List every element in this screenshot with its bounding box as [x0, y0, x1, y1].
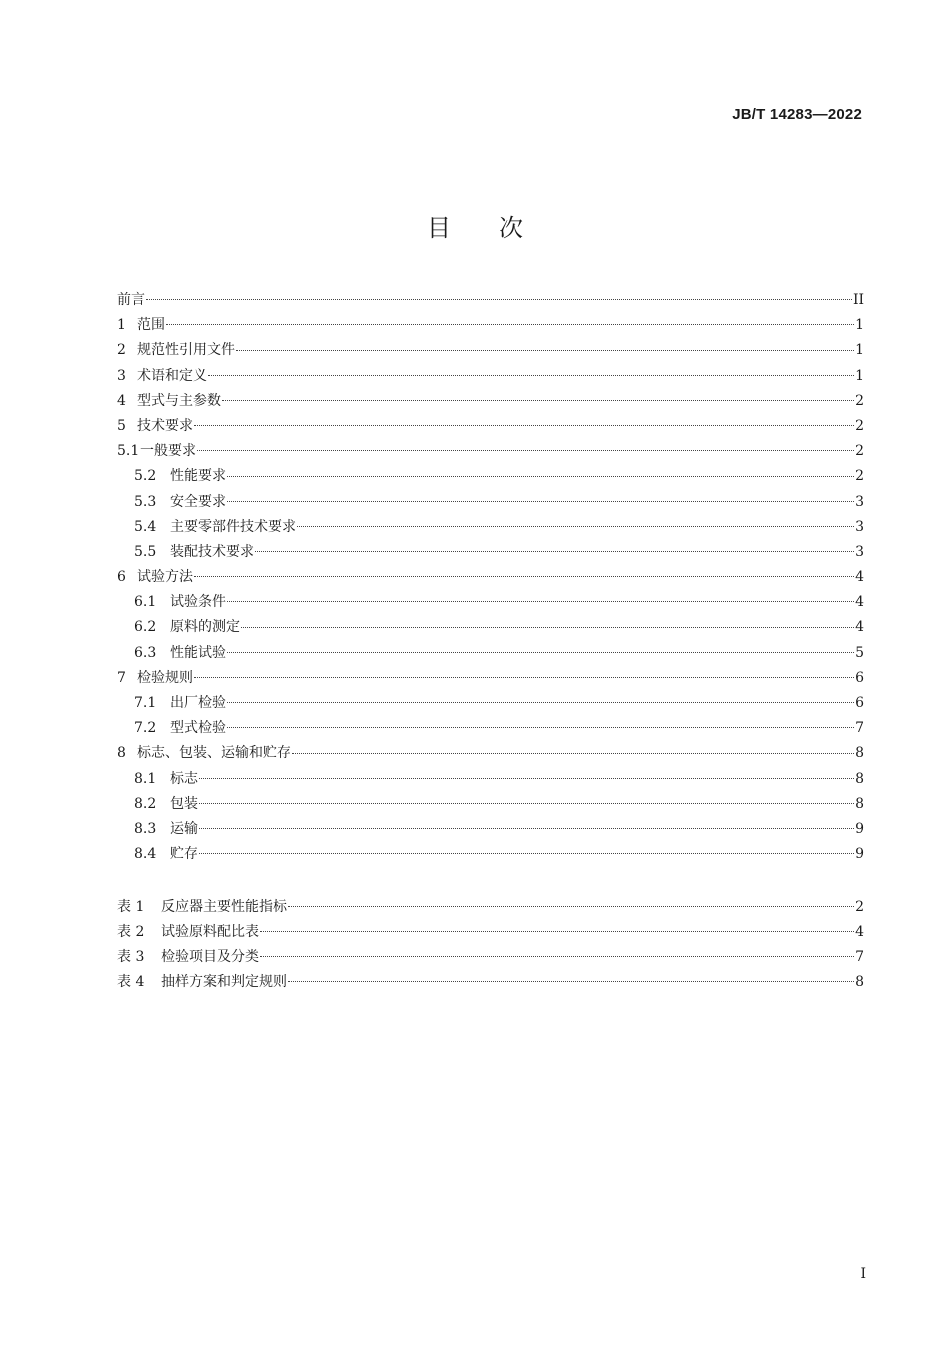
toc-entry-number: 6	[117, 569, 126, 586]
toc-entry-title: 范围	[137, 317, 165, 334]
toc-entry[interactable]	[117, 364, 864, 389]
toc-entry-page: 2	[855, 392, 864, 409]
dot-leader	[297, 525, 854, 527]
dot-leader	[227, 500, 854, 502]
toc-entry-number: 表 4	[117, 974, 145, 990]
dot-leader	[199, 802, 854, 804]
toc-entry-number: 1	[117, 317, 126, 334]
toc-entry-number: 表 3	[117, 949, 145, 965]
dot-leader	[208, 374, 854, 376]
toc-entry[interactable]	[117, 970, 864, 995]
toc-entry[interactable]	[117, 641, 864, 666]
toc-entry-title: 安全要求	[170, 493, 226, 510]
toc-entry-page: 6	[855, 669, 864, 686]
toc-entry[interactable]	[117, 515, 864, 540]
page-number: I	[860, 1266, 866, 1282]
toc-entry-number: 8.3	[134, 820, 157, 837]
toc-entry-number: 7.1	[134, 695, 157, 711]
toc-entry-page: 2	[855, 899, 864, 915]
toc-entry-title: 出厂检验	[170, 695, 226, 711]
table-list	[117, 895, 864, 995]
dot-leader	[199, 827, 854, 829]
toc-entry[interactable]	[117, 792, 864, 817]
toc-entry-page: 1	[855, 317, 864, 334]
toc-entry-title: 标志、包装、运输和贮存	[137, 745, 291, 762]
toc-entry-title: 性能试验	[170, 644, 226, 661]
dot-leader	[241, 626, 854, 628]
toc-entry[interactable]	[117, 817, 864, 842]
toc-entry[interactable]	[117, 490, 864, 515]
toc-entry[interactable]	[117, 338, 864, 363]
dot-leader	[260, 930, 854, 932]
dot-leader	[288, 980, 854, 982]
toc-entry-number: 6.3	[134, 644, 157, 661]
toc-entry-title: 一般要求	[140, 443, 196, 460]
toc-entry-title: 原料的测定	[170, 619, 240, 636]
toc-entry[interactable]	[117, 590, 864, 615]
toc-entry-title: 装配技术要求	[170, 543, 254, 560]
toc-entry-number: 8.4	[134, 846, 157, 863]
toc-entry[interactable]	[117, 716, 864, 741]
toc-entry-number: 5	[117, 417, 126, 434]
toc-entry-title: 标志	[170, 770, 198, 787]
dot-leader	[227, 600, 854, 602]
toc-entry-title: 包装	[170, 795, 198, 812]
toc-entry-page: 2	[855, 417, 864, 434]
toc-entry-title: 试验条件	[170, 594, 226, 611]
toc-entry-title: 术语和定义	[137, 367, 207, 384]
toc-entry[interactable]	[117, 464, 864, 489]
toc-entry-number: 表 2	[117, 924, 145, 940]
toc-entry-page: 3	[855, 493, 864, 510]
toc-entry-number: 5.2	[134, 468, 157, 485]
toc-entry[interactable]	[117, 439, 864, 464]
toc-entry[interactable]	[117, 920, 864, 945]
toc-entry-number: 7.2	[134, 720, 157, 737]
toc-entry-number: 4	[117, 392, 126, 409]
toc-entry-page: 2	[855, 443, 864, 460]
toc-entry[interactable]	[117, 615, 864, 640]
dot-leader	[199, 852, 854, 854]
dot-leader	[292, 752, 854, 754]
dot-leader	[146, 298, 852, 300]
toc-entry-number: 3	[117, 367, 126, 384]
toc-entry-page: 9	[855, 820, 864, 837]
toc-entry-page: 4	[855, 594, 864, 611]
toc-entry[interactable]	[117, 945, 864, 970]
toc-entry-title: 检验规则	[137, 669, 193, 686]
toc-entry-page: 7	[855, 720, 864, 737]
dot-leader	[194, 575, 854, 577]
toc-entry-title: 贮存	[170, 846, 198, 863]
toc-entry-page: 3	[855, 518, 864, 535]
toc-entry-title: 试验原料配比表	[161, 924, 259, 940]
toc-entry-number: 表 1	[117, 899, 145, 915]
toc-entry-page: 8	[855, 974, 864, 990]
toc-entry[interactable]	[117, 691, 864, 716]
toc-entry-page: 4	[855, 619, 864, 636]
dot-leader	[194, 676, 854, 678]
toc-entry-title: 主要零部件技术要求	[170, 518, 296, 535]
toc-entry-page: 9	[855, 846, 864, 863]
toc-entry[interactable]	[117, 741, 864, 766]
toc-list	[117, 288, 864, 867]
toc-entry-number: 6.1	[134, 594, 157, 611]
toc-entry-number: 5.5	[134, 543, 157, 560]
toc-entry-title: 型式与主参数	[137, 392, 221, 409]
dot-leader	[222, 399, 854, 401]
standard-number: JB/T 14283—2022	[732, 106, 862, 123]
toc-entry-number: 8.1	[134, 770, 157, 787]
toc-entry-title: 性能要求	[170, 468, 226, 485]
toc-entry-page: 7	[855, 949, 864, 965]
toc-entry[interactable]	[117, 767, 864, 792]
toc-entry[interactable]	[117, 313, 864, 338]
toc-entry-title: 前言	[117, 292, 145, 308]
toc-entry-page: II	[852, 292, 864, 308]
toc-entry[interactable]	[117, 666, 864, 691]
dot-leader	[236, 349, 854, 351]
dot-leader	[227, 701, 854, 703]
toc-entry[interactable]	[117, 842, 864, 867]
dot-leader	[255, 550, 854, 552]
toc-entry-title: 运输	[170, 820, 198, 837]
toc-entry[interactable]	[117, 414, 864, 439]
dot-leader	[197, 449, 854, 451]
toc-entry-page: 5	[855, 644, 864, 661]
toc-entry-page: 2	[855, 468, 864, 485]
toc-entry-page: 3	[855, 543, 864, 560]
toc-entry-number: 8	[117, 745, 126, 762]
toc-entry[interactable]	[117, 540, 864, 565]
toc-entry-title: 试验方法	[137, 569, 193, 586]
toc-entry-number: 8.2	[134, 795, 157, 812]
toc-entry[interactable]	[117, 895, 864, 920]
dot-leader	[227, 475, 854, 477]
dot-leader	[260, 955, 854, 957]
toc-entry-page: 1	[855, 367, 864, 384]
page-title: 目次	[427, 214, 571, 242]
toc-entry-title: 型式检验	[170, 720, 226, 737]
toc-entry-number: 5.3	[134, 493, 157, 510]
toc-entry-number: 2	[117, 342, 126, 359]
toc-entry-number: 5.1	[117, 443, 140, 460]
toc-entry[interactable]	[117, 389, 864, 414]
toc-entry-page: 8	[855, 770, 864, 787]
toc-entry-page: 4	[855, 569, 864, 586]
toc-entry-page: 8	[855, 745, 864, 762]
dot-leader	[166, 323, 854, 325]
toc-entry-title: 反应器主要性能指标	[161, 899, 287, 915]
dot-leader	[227, 726, 854, 728]
toc-entry-title: 检验项目及分类	[161, 949, 259, 965]
toc-entry-title: 规范性引用文件	[137, 342, 235, 359]
dot-leader	[199, 777, 854, 779]
toc-entry-number: 7	[117, 669, 126, 686]
toc-entry-title: 抽样方案和判定规则	[161, 974, 287, 990]
toc-entry[interactable]	[117, 288, 864, 313]
toc-entry-page: 1	[855, 342, 864, 359]
toc-entry-page: 4	[855, 924, 864, 940]
toc-entry-page: 8	[855, 795, 864, 812]
toc-entry-number: 5.4	[134, 518, 157, 535]
toc-entry-page: 6	[855, 695, 864, 711]
dot-leader	[194, 424, 854, 426]
toc-entry-number: 6.2	[134, 619, 157, 636]
toc-entry[interactable]	[117, 565, 864, 590]
dot-leader	[227, 651, 854, 653]
dot-leader	[288, 905, 854, 907]
toc-entry-title: 技术要求	[137, 417, 193, 434]
